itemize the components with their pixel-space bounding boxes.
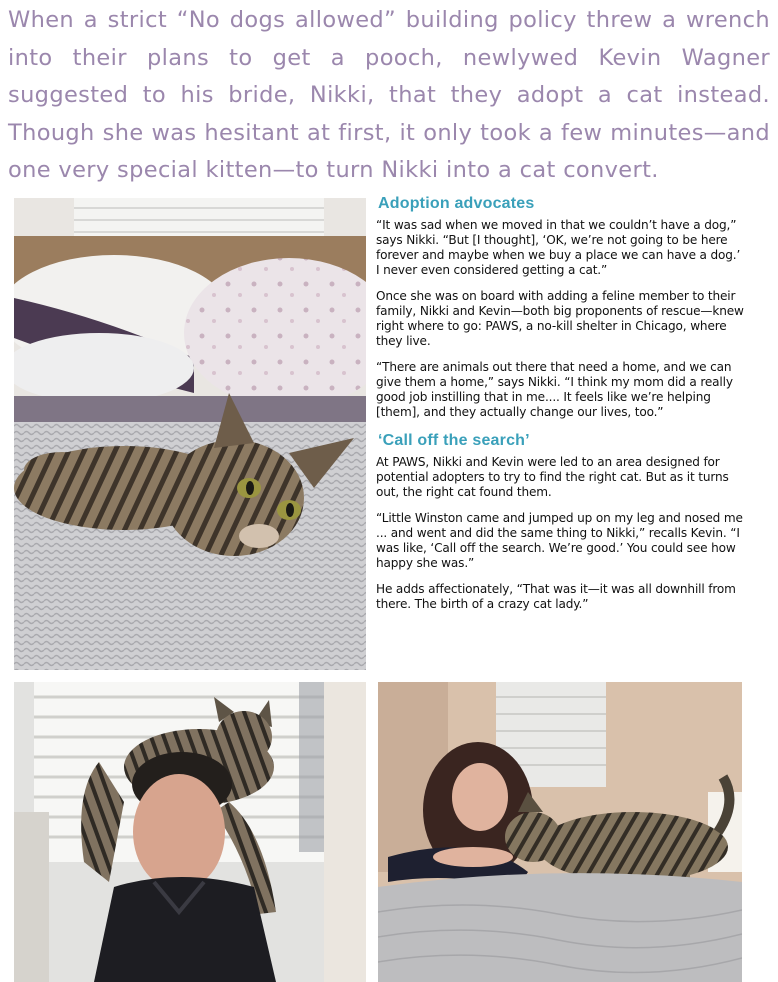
article-body — [376, 195, 744, 623]
man-with-cat-photo — [14, 682, 366, 982]
article-paragraph: “Little Winston came and jumped up on my leg and nosed me ... and went and did the same thing to Nikki,” recalls Kevin. “I was like, ‘Call off the search. We’re good.’ You could see how happy she was.” — [376, 511, 743, 570]
article-paragraph: He adds affectionately, “That was it—it was all downhill from there. The birth of a crazy cat lady.” — [376, 582, 736, 611]
article-paragraph: “It was sad when we moved in that we couldn’t have a dog,” says Nikki. “But [I thought], ‘OK, we’re not going to be here forever and maybe when we buy a place we can have a dog.’ I never even considered getting a cat.” — [376, 218, 741, 277]
intro-paragraph: When a strict “No dogs allowed” building policy threw a wrench into their plans to get a pooch, newlywed Kevin Wagner suggested to his bride, Nikki, that they adopt a cat instead. Though she was hesitant at first, it only took a few minutes—and one very special kitten—to turn Nikki into a cat convert. — [8, 7, 770, 183]
article-paragraph: “There are animals out there that need a home, and we can give them a home,” says Nikki. “I think my mom did a really good job instilling that in me.... It feels like we’re helping [them], and they actually change our lives, too.” — [376, 360, 733, 419]
article-paragraph: At PAWS, Nikki and Kevin were led to an area designed for potential adopters to try to find the right cat. But as it turns out, the right cat found them. — [376, 455, 729, 499]
section-heading: ‘Call off the search’ — [378, 432, 530, 449]
woman-with-cat-photo — [378, 682, 742, 982]
article-paragraph: Once she was on board with adding a feline member to their family, Nikki and Kevin—both big proponents of rescue—knew right where to go: PAWS, a no-kill shelter in Chicago, where they live. — [376, 289, 744, 348]
cat-on-bed-photo — [14, 198, 366, 670]
section-heading: Adoption advocates — [378, 195, 535, 212]
